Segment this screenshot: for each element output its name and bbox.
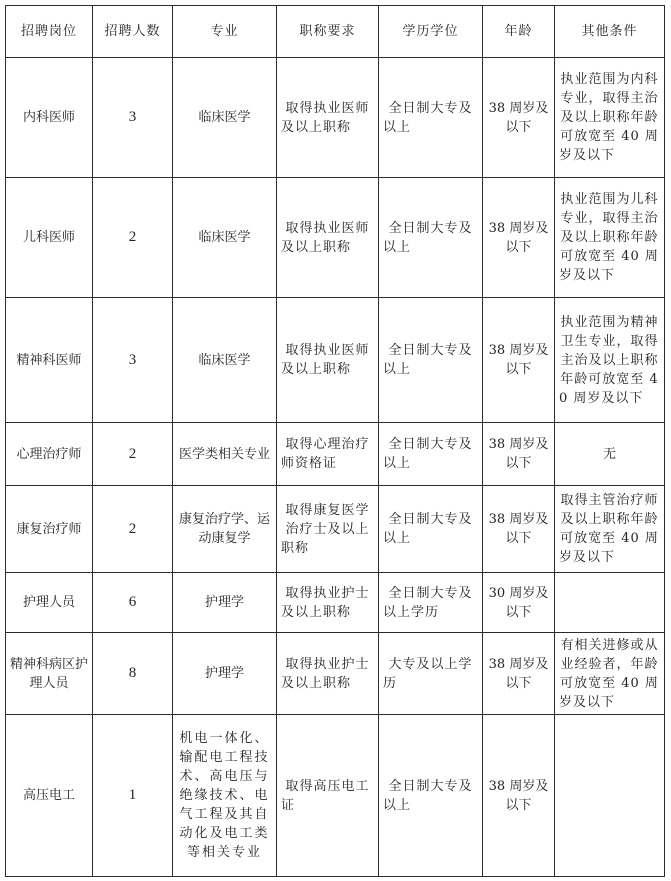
- header-major: 专业: [173, 6, 277, 58]
- cell-post: 护理人员: [6, 573, 93, 633]
- cell-education: 全日制大专及以上: [379, 58, 483, 178]
- cell-other-conditions: 执业范围为内科专业，取得主治及以上职称年龄可放宽至 40 周岁及以下: [555, 58, 665, 178]
- cell-other-conditions: 有相关进修或从业经验者，年龄可放宽至 40 周岁及以下: [555, 633, 665, 715]
- cell-education: 全日制大专及以上学历: [379, 573, 483, 633]
- cell-title-requirement: 取得执业护士及以上职称: [277, 633, 379, 715]
- cell-count: 2: [93, 423, 173, 486]
- table-row: [6, 715, 665, 877]
- cell-major: 机电一体化、输配电工程技术、高电压与绝缘技术、电气工程及其自动化及电工类等相关专业: [173, 715, 277, 877]
- cell-other-conditions: 执业范围为精神卫生专业，取得主治及以上职称年龄可放宽至 40 周岁及以下: [555, 298, 665, 423]
- cell-post: 心理治疗师: [6, 423, 93, 486]
- table-row: [6, 178, 665, 298]
- table-row: [6, 573, 665, 633]
- cell-other-conditions: 执业范围为儿科专业，取得主治及以上职称年龄可放宽至 40 周岁及以下: [555, 178, 665, 298]
- header-post: 招聘岗位: [6, 6, 93, 58]
- cell-count: 6: [93, 573, 173, 633]
- cell-post: 精神科医师: [6, 298, 93, 423]
- recruitment-table-container: [5, 5, 665, 877]
- cell-education: 全日制大专及以上: [379, 298, 483, 423]
- cell-education: 全日制大专及以上: [379, 715, 483, 877]
- cell-age: 30 周岁及以下: [483, 573, 555, 633]
- cell-count: 2: [93, 178, 173, 298]
- cell-major: 护理学: [173, 573, 277, 633]
- header-title-requirement: 职称要求: [277, 6, 379, 58]
- cell-major: 临床医学: [173, 178, 277, 298]
- cell-age: 38 周岁及以下: [483, 178, 555, 298]
- cell-major: 医学类相关专业: [173, 423, 277, 486]
- cell-other-conditions: [555, 573, 665, 633]
- cell-title-requirement: 取得执业医师及以上职称: [277, 58, 379, 178]
- cell-count: 3: [93, 298, 173, 423]
- cell-title-requirement: 取得高压电工证: [277, 715, 379, 877]
- cell-other-conditions: 无: [555, 423, 665, 486]
- cell-education: 全日制大专及以上: [379, 486, 483, 573]
- cell-age: 38 周岁及以下: [483, 486, 555, 573]
- cell-education: 全日制大专及以上: [379, 423, 483, 486]
- cell-title-requirement: 取得心理治疗师资格证: [277, 423, 379, 486]
- cell-post: 康复治疗师: [6, 486, 93, 573]
- cell-education: 全日制大专及以上: [379, 178, 483, 298]
- cell-count: 3: [93, 58, 173, 178]
- cell-major: 临床医学: [173, 58, 277, 178]
- table-row: [6, 298, 665, 423]
- cell-major: 康复治疗学、运动康复学: [173, 486, 277, 573]
- cell-age: 38 周岁及以下: [483, 423, 555, 486]
- cell-post: 精神科病区护理人员: [6, 633, 93, 715]
- cell-title-requirement: 取得执业护士及以上职称: [277, 573, 379, 633]
- header-count: 招聘人数: [93, 6, 173, 58]
- header-row: [6, 6, 665, 58]
- cell-title-requirement: 取得康复医学治疗士及以上职称: [277, 486, 379, 573]
- cell-education: 大专及以上学历: [379, 633, 483, 715]
- cell-age: 38 周岁及以下: [483, 715, 555, 877]
- table-row: [6, 423, 665, 486]
- cell-major: 护理学: [173, 633, 277, 715]
- cell-post: 内科医师: [6, 58, 93, 178]
- cell-count: 2: [93, 486, 173, 573]
- cell-age: 38 周岁及以下: [483, 58, 555, 178]
- table-row: [6, 633, 665, 715]
- cell-title-requirement: 取得执业医师及以上职称: [277, 298, 379, 423]
- cell-title-requirement: 取得执业医师及以上职称: [277, 178, 379, 298]
- cell-age: 38 周岁及以下: [483, 633, 555, 715]
- header-age: 年龄: [483, 6, 555, 58]
- cell-other-conditions: 取得主管治疗师及以上职称年龄可放宽至 40 周岁及以下: [555, 486, 665, 573]
- header-education: 学历学位: [379, 6, 483, 58]
- cell-other-conditions: [555, 715, 665, 877]
- table-row: [6, 486, 665, 573]
- cell-count: 1: [93, 715, 173, 877]
- cell-major: 临床医学: [173, 298, 277, 423]
- cell-post: 儿科医师: [6, 178, 93, 298]
- header-other-conditions: 其他条件: [555, 6, 665, 58]
- table-row: [6, 58, 665, 178]
- recruitment-table: [5, 5, 665, 877]
- cell-post: 高压电工: [6, 715, 93, 877]
- cell-count: 8: [93, 633, 173, 715]
- cell-age: 38 周岁及以下: [483, 298, 555, 423]
